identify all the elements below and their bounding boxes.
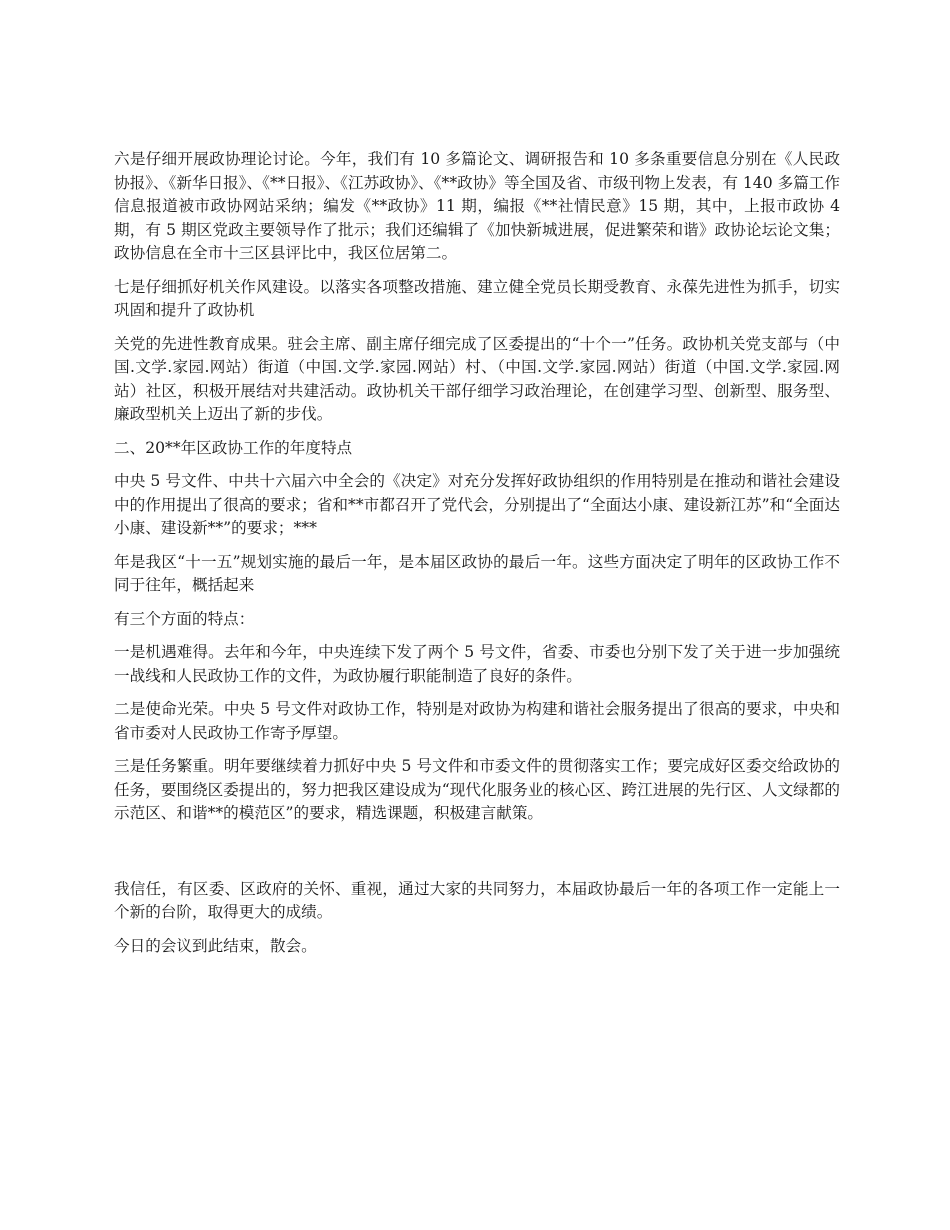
paragraph-final-year: 年是我区“十一五”规划实施的最后一年，是本届区政协的最后一年。这些方面决定了明年的区政协工作不同于往年，概括起来 [114, 552, 840, 594]
paragraph-opportunity: 一是机遇难得。去年和今年，中央连续下发了两个 5 号文件，省委、市委也分别下发了关于进一步加强统一战线和人民政协工作的文件，为政协履行职能制造了良好的条件。 [114, 643, 840, 685]
paragraph-confidence: 我信任，有区委、区政府的关怀、重视，通过大家的共同努力，本届政协最后一年的各项工作一定能上一个新的台阶，取得更大的成绩。 [114, 879, 840, 921]
paragraph-three-features: 有三个方面的特点： [114, 609, 255, 628]
paragraph-theory-discussion: 六是仔细开展政协理论讨论。今年，我们有 10 多篇论文、调研报告和 10 多条重要信息分别在《人民政协报》、《新华日报》、《**日报》、《江苏政协》、《**政协》等全国及省、市级刊物上发表，有 140 多篇工作信息报道被市政协网站采纳；编发《**政协》11 期，编报《**社情民意》15 期，其中，上报市政协 4 期，有 5 期区党政主要领导作了批示；我们还编辑了《加快新城进展，促进繁荣和谐》政协论坛论文集；政协信息在全市十三区县评比中，我区位居第二。 [114, 150, 840, 262]
paragraph-closing: 今日的会议到此结束，散会。 [114, 936, 317, 955]
paragraph-party-education: 关党的先进性教育成果。驻会主席、副主席仔细完成了区委提出的“十个一”任务。政协机关党支部与（中国.文学.家园.网站）街道（中国.文学.家园.网站）村、（中国.文学.家园.网站）街道（中国.文学.家园.网站）社区，积极开展结对共建活动。政协机关干部仔细学习政治理论，在创建学习型、创新型、服务型、廉政型机关上迈出了新的步伐。 [114, 334, 840, 423]
paragraph-central-document: 中央 5 号文件、中共十六届六中全会的《决定》对充分发挥好政协组织的作用特别是在推动和谐社会建设中的作用提出了很高的要求；省和**市都召开了党代会，分别提出了“全面达小康、建设新江苏”和“全面达小康、建设新**”的要求；*** [114, 472, 840, 537]
document-body [114, 148, 840, 968]
paragraph-mission: 二是使命光荣。中央 5 号文件对政协工作，特别是对政协为构建和谐社会服务提出了很高的要求，中央和省市委对人民政协工作寄予厚望。 [114, 700, 840, 742]
paragraph-task: 三是任务繁重。明年要继续着力抓好中央 5 号文件和市委文件的贯彻落实工作；要完成好区委交给政协的任务，要围绕区委提出的，努力把我区建设成为“现代化服务业的核心区、跨江进展的先行区、人文绿都的示范区、和谐**的模范区”的要求，精选课题，积极建言献策。 [114, 757, 840, 822]
section-heading-annual-features: 二、20**年区政协工作的年度特点 [114, 438, 353, 457]
paragraph-work-style: 七是仔细抓好机关作风建设。以落实各项整改措施、建立健全党员长期受教育、永葆先进性为抓手，切实巩固和提升了政协机 [114, 277, 840, 319]
